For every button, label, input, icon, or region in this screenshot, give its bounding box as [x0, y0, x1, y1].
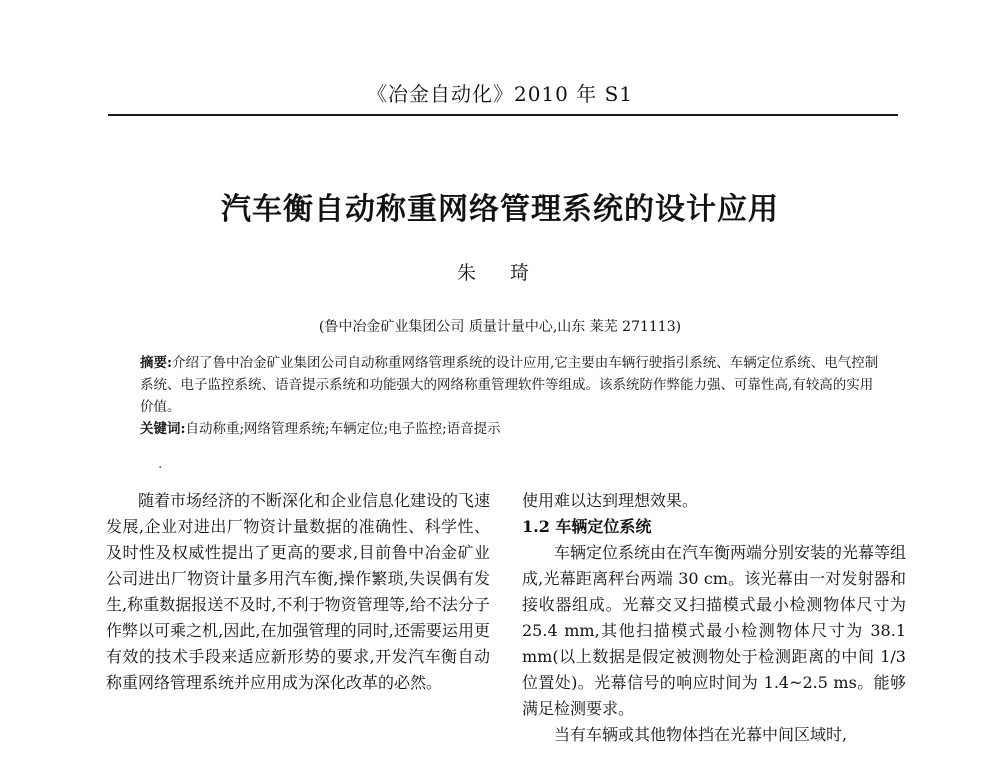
intro-paragraph: 随着市场经济的不断深化和企业信息化建设的飞速发展,企业对进出厂物资计量数据的准确性、科学性、及时性及权威性提出了更高的要求,目前鲁中冶金矿业公司进出厂物资计量多用汽车衡,操作繁琐,失误偶有发生,称重数据报送不及时,不利于物资管理等,给不法分子作弊以可乘之机,因此,在加强管理的同时,还需要运用更有效的技术手段来适应新形势的要求,开发汽车衡自动称重网络管理系统并应用成为深化改革的必然。 — [106, 491, 491, 692]
abstract-label: 摘要: — [140, 355, 172, 371]
author-name: 朱 琦 — [456, 262, 544, 284]
paper-title: 汽车衡自动称重网络管理系统的设计应用 — [221, 192, 779, 227]
abstract-block — [140, 352, 880, 440]
continuation-text: 使用难以达到理想效果。 — [522, 491, 699, 510]
body-paragraph: 车辆定位系统由在汽车衡两端分别安装的光幕等组成,光幕距离秤台两端 30 cm。该光幕由一对发射器和接收器组成。光幕交叉扫描模式最小检测物体尺寸为 25.4 mm,其他扫描模式最小检测物体尺寸为 38.1 mm(以上数据是假定被测物处于检测距离的中间 1/3 位置处)。光幕信号的响应时间为 1.4~2.5 ms。能够满足检测要求。 — [522, 543, 907, 718]
header-rule — [108, 114, 898, 116]
abstract-text: 介绍了鲁中冶金矿业集团公司自动称重网络管理系统的设计应用,它主要由车辆行驶指引系统、车辆定位系统、电气控制系统、电子监控系统、语音提示系统和功能强大的网络称重管理软件等组成。该系统防作弊能力强、可靠性高,有较高的实用价值。 — [140, 355, 879, 415]
journal-header: 《冶金自动化》2010 年 S1 — [366, 82, 634, 106]
keywords-text: 自动称重;网络管理系统;车辆定位;电子监控;语音提示 — [185, 421, 501, 437]
keywords-label: 关键词: — [140, 421, 186, 437]
keywords-paragraph — [140, 418, 880, 440]
body-paragraph: 当有车辆或其他物体挡在光幕中间区域时, — [554, 725, 848, 744]
body-column-right — [522, 488, 906, 748]
body-column-left — [106, 488, 490, 696]
affiliation: (鲁中冶金矿业集团公司 质量计量中心,山东 莱芜 271113) — [318, 319, 682, 335]
section-heading: 1.2 车辆定位系统 — [522, 517, 652, 536]
decorative-dot: · — [158, 460, 163, 476]
abstract-paragraph — [140, 352, 880, 418]
